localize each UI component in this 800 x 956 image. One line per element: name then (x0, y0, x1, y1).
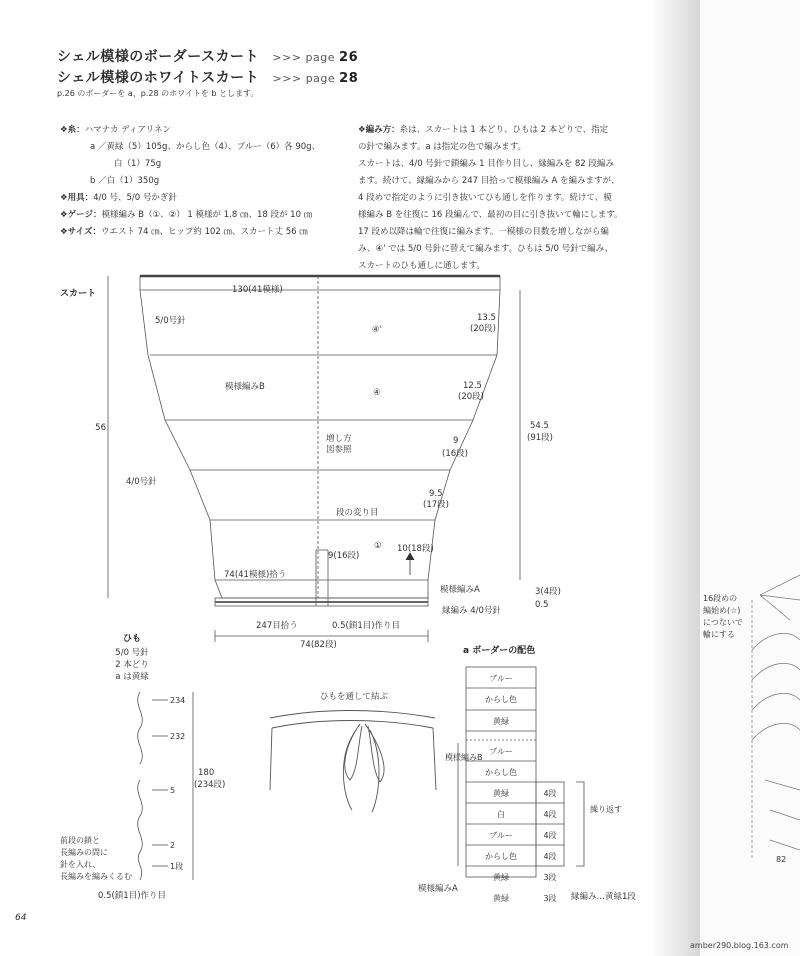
rp-note-4: 輪にする (703, 630, 735, 639)
border-lower-color: 白 (497, 810, 505, 819)
pick-up: 74(41模様)拾う (224, 570, 287, 580)
edge-value: 0.5 (535, 600, 549, 610)
seg-top: 13.5 (477, 313, 496, 323)
seg-3-rows: (16段) (442, 449, 468, 459)
materials-yarn-b: b ／白（1）350g (90, 176, 160, 186)
method-line: 様編み B を往復に 16 段編んで、最初の目に引き抜いて輪にします。 (358, 210, 623, 220)
section-4-prime: ④' (372, 325, 382, 335)
border-upper-color: からし色 (485, 695, 517, 704)
border-rows-label: 4段 (543, 852, 557, 861)
border-pattern-a: 模様編みA (418, 884, 458, 894)
seg-3: 9 (453, 436, 459, 446)
border-rows-label: 3段 (543, 894, 557, 903)
himo-note-3: 針を入れ、 (60, 860, 101, 869)
pattern-a-label: 模様編みA (440, 585, 480, 595)
himo-needle: 5/0 号針 (115, 648, 149, 658)
materials-yarn: ❖糸：ハマナカ ディアリネン (60, 125, 171, 135)
seg-top-rows: (20段) (470, 324, 496, 334)
rp-note-2: 編始め(☆) (703, 606, 741, 615)
inc-note-2: 図参照 (326, 445, 352, 455)
himo-row-232: 232 (170, 732, 186, 741)
rp-num: 82 (776, 855, 787, 864)
title-text: シェル模様のホワイトスカート (57, 70, 260, 86)
himo-row-5: 5 (170, 786, 176, 795)
border-lower-color: からし色 (485, 768, 517, 777)
border-lower-color: 黄緑 (493, 873, 509, 882)
tie-label: ひもを通して結ぶ (320, 692, 389, 702)
bottom-width: 74(82段) (300, 640, 337, 650)
materials-yarn-a: a ／黄緑（5）105g、からし色（4）、ブルー（6）各 90g、 (90, 142, 321, 152)
seg-5-left: 9(16段) (328, 551, 360, 561)
border-lower-color: 黄緑 (493, 789, 509, 798)
tie-illustration (270, 711, 436, 813)
title-text: シェル模様のボーダースカート (57, 49, 260, 65)
border-pattern-b: 模様編みB (445, 753, 483, 762)
materials-size: ❖サイズ：ウエスト 74 ㎝、ヒップ約 102 ㎝、スカート丈 56 ㎝ (60, 227, 308, 237)
border-lower-color: 黄緑 (493, 894, 509, 903)
page-ref: >>> page 26 (272, 50, 359, 65)
method-line: の針で編みます。a は指定の色で編みます。 (358, 142, 527, 152)
method-label: ❖編み方： (358, 125, 400, 135)
himo-row-2: 2 (170, 841, 176, 850)
page-ref: >>> page 28 (272, 71, 359, 86)
needle-top: 5/0号針 (155, 316, 186, 326)
border-lower-color: ブルー (489, 831, 513, 840)
border-row-cells (543, 788, 556, 903)
dim-top-width: 130(41模様) (232, 285, 283, 295)
pattern-b-label: 模様編みB (225, 382, 265, 392)
border-edge-note: 縁編み…黄緑1段 (571, 892, 636, 902)
section-1: ① (374, 541, 382, 551)
rp-note-3: につないで (703, 618, 743, 627)
seg-4-rows: (17段) (423, 500, 449, 510)
seg-2-rows: (20段) (458, 392, 484, 402)
border-lower-cells (485, 747, 517, 903)
method-line: スカートのひも通しに通します。 (358, 261, 485, 271)
page-number: 64 (15, 913, 27, 923)
right-total: 54.5 (530, 421, 549, 431)
picked-stitches: 247目拾う (256, 621, 298, 631)
border-upper-color: ブルー (489, 674, 513, 683)
seg-2: 12.5 (463, 381, 482, 391)
himo-note-2: 長編みの間に (60, 848, 108, 857)
himo-title: ひも (122, 634, 142, 644)
himo-length-rows: (234段) (194, 780, 226, 790)
border-rows-label: 4段 (543, 831, 557, 840)
himo-cast-on: 0.5(鎖1目)作り目 (97, 891, 167, 901)
repeat-label: 繰り返す (590, 805, 622, 814)
himo-length: 180 (198, 768, 215, 778)
himo-color: a は黄緑 (115, 672, 149, 682)
inc-note-1: 増し方 (326, 434, 352, 444)
border-lower-color: からし色 (485, 852, 517, 861)
himo-note-1: 前段の鎖と (60, 836, 100, 845)
border-upper-color: 黄緑 (493, 717, 509, 726)
method-line: 糸は、スカートは 1 本どり、ひもは 2 本どりで、指定 (399, 125, 609, 135)
border-upper-cells (485, 674, 517, 726)
chain-cast: 0.5(鎖1目)作り目 (332, 621, 401, 631)
skirt-title: スカート (60, 289, 97, 299)
method-line: ます。続けて、縁編みから 247 目拾って模様編み A を編みますが、 (358, 176, 620, 186)
section-4: ④ (373, 388, 381, 398)
total-height: 56 (95, 423, 106, 433)
materials-yarn-a-2: 白（1）75g (114, 159, 162, 169)
method-line: 4 段めで指定のように引き抜いてひも通しを作ります。続けて、模 (358, 193, 612, 203)
materials-tools: ❖用具：4/0 号、5/0 号かぎ針 (60, 193, 177, 203)
rp-note-1: 16段めの (703, 594, 738, 603)
himo-strands: 2 本どり (115, 660, 149, 670)
border-rows-label: 3段 (543, 873, 557, 882)
variant-note: p.26 のボーダーを a、p.28 のホワイトを b とします。 (57, 89, 259, 98)
right-page-chart (752, 575, 800, 860)
needle-bottom: 4/0号針 (126, 477, 157, 487)
method-line: み、④' では 5/0 号針に替えて編みます。ひもは 5/0 号針で編み、 (358, 244, 614, 254)
method-line: 17 段め以降は輪で往復に編みます。一模様の目数を増しながら編 (358, 227, 609, 237)
border-rows-label: 4段 (543, 789, 557, 798)
edge-label: 縁編み 4/0号針 (442, 606, 501, 616)
himo-row-234: 234 (170, 696, 186, 705)
method-line: スカートは、4/0 号針で鎖編み 1 目作り目し、縁編みを 82 段編み (358, 159, 614, 169)
row-change: 段の変り目 (336, 508, 379, 518)
border-title: a ボーダーの配色 (463, 646, 536, 656)
himo-row-1: 1段 (170, 862, 184, 871)
right-total-rows: (91段) (527, 433, 553, 443)
materials-gauge: ❖ゲージ：模様編み B（①、②） 1 模様が 1.8 ㎝、18 段が 10 ㎝ (60, 210, 313, 220)
himo-note-4: 長編みを編みくるむ (60, 872, 132, 881)
border-lower-color: ブルー (489, 747, 513, 756)
seg-5-right: 10(18段) (397, 544, 434, 554)
border-rows-label: 4段 (543, 810, 557, 819)
footer-url: amber290.blog.163.com (690, 941, 789, 950)
rows-3: 3(4段) (535, 587, 561, 597)
seg-4: 9.5 (429, 489, 443, 499)
